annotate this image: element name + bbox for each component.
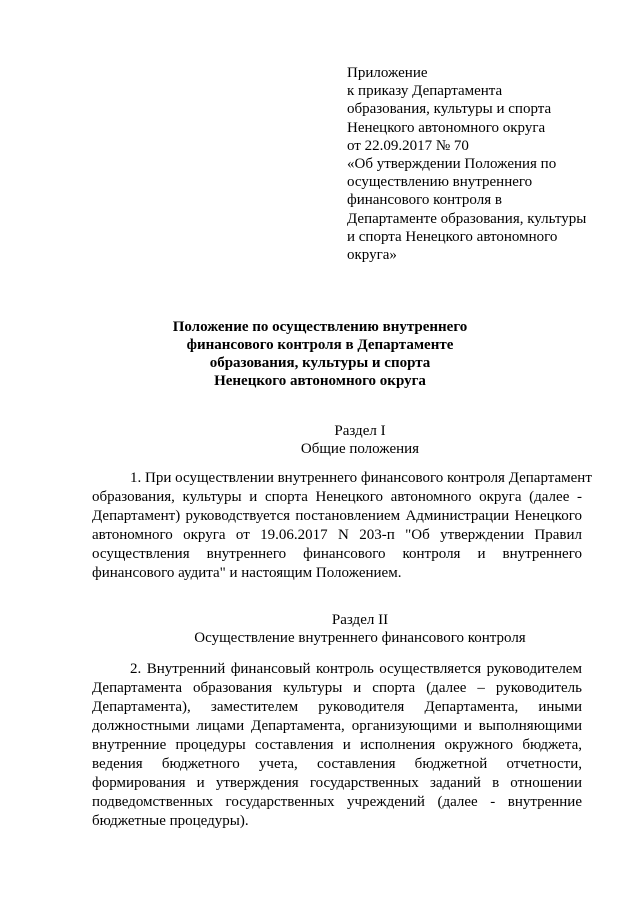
appendix-line: Приложение bbox=[347, 65, 428, 81]
appendix-line: и спорта Ненецкого автономного bbox=[347, 228, 558, 245]
paragraph-line: внутренние процедуры составления и исполнения окружного бюджета, bbox=[92, 737, 582, 753]
section-1-header bbox=[60, 422, 640, 458]
paragraph-line: бюджетные процедуры). bbox=[92, 813, 249, 829]
appendix-line: «Об утверждении Положения по bbox=[347, 156, 557, 173]
document-title bbox=[100, 318, 540, 390]
paragraph-line: автономного округа от 19.06.2017 N 203-п "Об утверждении Правил bbox=[92, 527, 582, 543]
section-2-heading: Осуществление внутреннего финансового контроля bbox=[194, 630, 526, 646]
appendix-block bbox=[347, 64, 607, 264]
section-1-paragraph bbox=[92, 469, 592, 583]
paragraph-line: Департамента образования культуры и спорта (далее – руководитель bbox=[92, 680, 582, 696]
appendix-line: Департаменте образования, культуры bbox=[347, 210, 587, 227]
section-1-heading: Общие положения bbox=[300, 441, 420, 457]
section-2-paragraph bbox=[92, 660, 582, 831]
section-2-header bbox=[60, 611, 640, 647]
paragraph-line: Департамента), заместителем руководителя Департамента, иными bbox=[92, 699, 582, 715]
paragraph-line: ведения бюджетного учета, составления бюджетной отчетности, bbox=[92, 756, 582, 772]
paragraph-line: должностными лицами Департамента, организующими и выполняющими bbox=[92, 718, 582, 734]
appendix-line: осуществлению внутреннего bbox=[347, 174, 533, 191]
appendix-line: Ненецкого автономного округа bbox=[347, 119, 546, 136]
title-line: образования, культуры и спорта bbox=[209, 355, 431, 371]
paragraph-line: финансового аудита" и настоящим Положением. bbox=[92, 565, 402, 581]
appendix-line: образования, культуры и спорта bbox=[347, 101, 552, 118]
appendix-line: от 22.09.2017 № 70 bbox=[347, 137, 469, 154]
title-line: Положение по осуществлению внутреннего bbox=[172, 319, 468, 335]
title-line: финансового контроля в Департаменте bbox=[186, 337, 454, 353]
paragraph-line: формирования и утверждения государственных заданий в отношении bbox=[92, 775, 582, 791]
section-1-label: Раздел I bbox=[334, 423, 386, 439]
appendix-line: финансового контроля в bbox=[347, 192, 502, 209]
paragraph-line: подведомственных государственных учреждений (далее - внутренние bbox=[92, 794, 582, 810]
appendix-line: округа» bbox=[347, 247, 397, 264]
appendix-line: к приказу Департамента bbox=[347, 83, 503, 100]
title-line: Ненецкого автономного округа bbox=[214, 373, 426, 389]
section-2-label: Раздел II bbox=[331, 612, 389, 628]
paragraph-line: 2. Внутренний финансовый контроль осуществляется руководителем bbox=[130, 661, 582, 677]
paragraph-line: 1. При осуществлении внутреннего финансового контроля Департамент bbox=[130, 470, 592, 486]
paragraph-line: образования, культуры и спорта Ненецкого автономного округа (далее - bbox=[92, 489, 582, 505]
paragraph-line: Департамент) руководствуется постановлением Администрации Ненецкого bbox=[92, 508, 582, 524]
paragraph-line: осуществления внутреннего финансового контроля и внутреннего bbox=[92, 546, 582, 562]
